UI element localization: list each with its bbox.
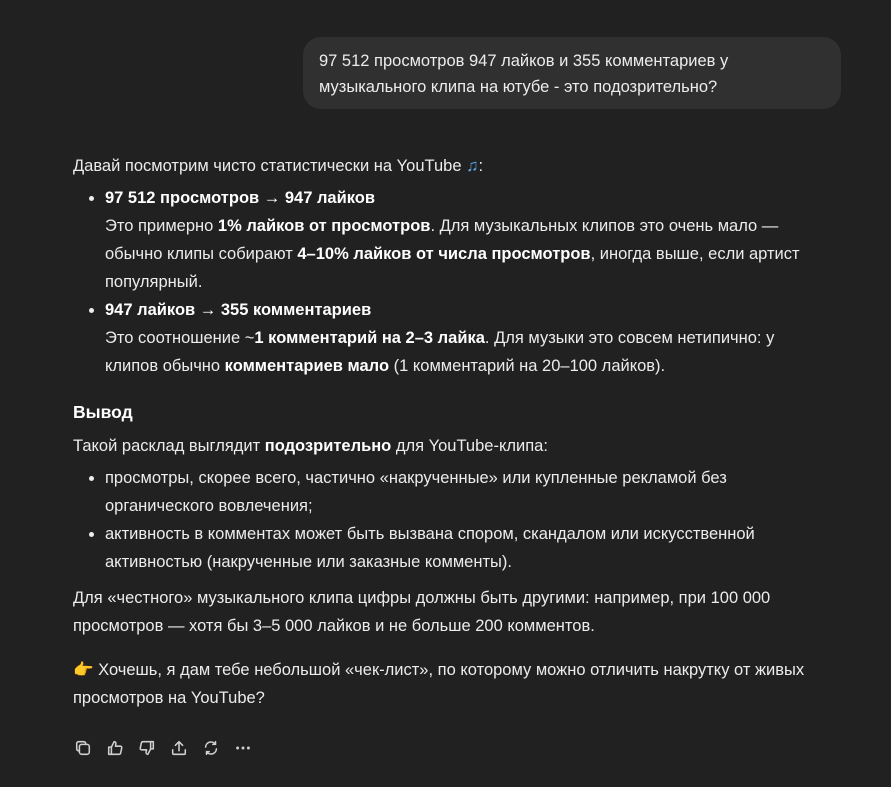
user-message-bubble [303, 37, 841, 109]
pointing-hand-icon: 👉 [73, 661, 94, 679]
bold-text: 1 комментарий на 2–3 лайка [254, 329, 485, 347]
text: Это примерно [105, 217, 218, 235]
stats-list [73, 184, 813, 380]
intro [73, 152, 813, 180]
list-item [105, 184, 813, 296]
item-title: 947 лайков → 355 комментариев [105, 301, 372, 319]
summary [73, 432, 813, 460]
conclusion-heading: Вывод [73, 402, 133, 422]
item-title: 97 512 просмотров → 947 лайков [105, 189, 376, 207]
more-icon [234, 739, 252, 757]
bold-text: комментариев мало [224, 357, 390, 375]
thumbs-up-button[interactable] [105, 738, 125, 758]
share-button[interactable] [169, 738, 189, 758]
intro-colon: : [478, 157, 484, 175]
message-actions [73, 738, 253, 758]
bold-text: 1% лайков от просмотров [217, 217, 431, 235]
honest-clip-paragraph: Для «честного» музыкального клипа цифры должны быть другими: например, при 100 000 просмотров — хотя бы 3–5 000 лайков и не больше 200 комментов. [73, 589, 771, 635]
thumbs-down-button[interactable] [137, 738, 157, 758]
intro-text: Давай посмотрим чисто статистически на YouTube [73, 157, 462, 175]
assistant-reply [73, 152, 813, 712]
offer-paragraph [73, 656, 813, 712]
text: Такой расклад выглядит [73, 437, 265, 455]
text: , иногда выше, если артист популярный. [105, 245, 800, 291]
bold-text: 4–10% лайков от числа просмотров [297, 245, 591, 263]
list-item: • просмотры, скорее всего, частично «накрученные» или купленные рекламой без органического вовлечения; [105, 464, 813, 520]
text: для YouTube-клипа: [391, 437, 548, 455]
text: . Для музыкальных клипов это очень мало — обычно клипы собирают [105, 217, 779, 263]
regenerate-button[interactable] [201, 738, 221, 758]
offer-text: Хочешь, я дам тебе небольшой «чек-лист», по которому можно отличить накрутку от живых просмотров на YouTube? [73, 661, 805, 707]
copy-icon [74, 739, 92, 757]
conclusion-list [73, 464, 813, 576]
thumbs-down-icon [138, 739, 156, 757]
list-item [105, 296, 813, 380]
bold-text: подозрительно [264, 437, 392, 455]
text: Это соотношение ~ [105, 329, 255, 347]
music-note-icon: ♫ [466, 157, 479, 175]
copy-button[interactable] [73, 738, 93, 758]
text: . Для музыки это совсем нетипично: у клипов обычно [105, 329, 775, 375]
user-message-text: 97 512 просмотров 947 лайков и 355 комментариев у музыкального клипа на ютубе - это подозрительно? [319, 52, 729, 96]
thumbs-up-icon [106, 739, 124, 757]
list-item: • активность в комментах может быть вызвана спором, скандалом или искусственной активностью (накрученные или заказные комменты). [105, 520, 813, 576]
regenerate-icon [202, 739, 220, 757]
more-button[interactable] [233, 738, 253, 758]
share-icon [170, 739, 188, 757]
text: (1 комментарий на 20–100 лайков). [389, 357, 666, 375]
